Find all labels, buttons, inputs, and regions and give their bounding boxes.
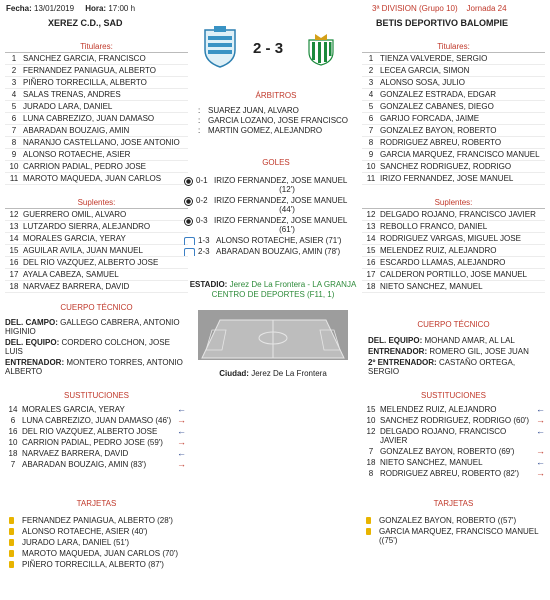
- player-name: RODRIGUEZ VARGAS, MIGUEL JOSE: [380, 234, 521, 243]
- home-subs-list: [5, 208, 188, 293]
- player-number: 11: [366, 174, 376, 183]
- goal-player: ABARADAN BOUZAIG, AMIN (78'): [216, 247, 341, 256]
- ball-icon: [184, 177, 193, 186]
- player-number: 15: [366, 246, 376, 255]
- player-number: 10: [9, 162, 19, 171]
- card-row: [5, 527, 185, 536]
- arrow-right-icon: →: [536, 468, 545, 478]
- substitution-row: [4, 448, 186, 459]
- card-row: [362, 516, 542, 525]
- penalty-icon: [184, 248, 195, 256]
- player-row: [362, 149, 545, 161]
- player-number: 2: [368, 66, 374, 75]
- referee-colon: :: [198, 116, 201, 125]
- home-substitutions-title: SUSTITUCIONES: [64, 391, 129, 400]
- home-substitutions-list: [4, 404, 186, 470]
- pitch-image: [198, 310, 348, 360]
- staff-name: MONTERO TORRES, ANTONIO ALBERTO: [5, 358, 183, 376]
- referee-row: [198, 116, 358, 126]
- arrow-left-icon: ←: [536, 457, 545, 467]
- away-team-crest-icon: [307, 34, 335, 66]
- staff-row: [368, 347, 543, 356]
- player-row: [5, 161, 188, 173]
- player-row: [362, 233, 545, 245]
- player-row: [5, 149, 188, 161]
- player-number: 12: [366, 210, 376, 219]
- card-player: PIÑERO TORRECILLA, ALBERTO (87'): [22, 560, 164, 569]
- player-number: 5: [368, 102, 374, 111]
- player-number: 3: [11, 78, 17, 87]
- substitution-player: MELENDEZ RUIZ, ALEJANDRO: [380, 405, 497, 414]
- time-label: Hora:: [85, 4, 107, 13]
- scoreline: [253, 40, 283, 57]
- player-row: [5, 233, 188, 245]
- player-number: 4: [11, 90, 17, 99]
- substitution-row: [362, 426, 545, 446]
- goal-player: ALONSO ROTAECHE, ASIER (71'): [216, 236, 342, 245]
- player-name: PIÑERO TORRECILLA, ALBERTO: [23, 78, 147, 87]
- player-number: 15: [9, 246, 19, 255]
- home-staff-title: CUERPO TÉCNICO: [60, 303, 133, 312]
- stadium-label: ESTADIO:: [189, 280, 228, 289]
- player-row: [5, 137, 188, 149]
- player-row: [362, 77, 545, 89]
- player-name: NARVAEZ BARRERA, DAVID: [23, 282, 130, 291]
- player-name: RODRIGUEZ ABREU, ROBERTO: [380, 138, 502, 147]
- goal-scorer: [210, 216, 360, 234]
- yellow-card-icon: [9, 539, 14, 546]
- player-row: [5, 53, 188, 65]
- staff-name: GALLEGO CABRERA, ANTONIO HIGINIO: [5, 318, 180, 336]
- player-number: 4: [368, 90, 374, 99]
- card-row: [5, 560, 185, 569]
- goal-minute: (44'): [279, 205, 295, 214]
- player-row: [5, 221, 188, 233]
- arrow-right-icon: →: [536, 415, 545, 425]
- substitution-row: [362, 404, 545, 415]
- away-subs-list: [362, 208, 545, 293]
- player-number: 8: [11, 138, 17, 147]
- player-name: MORALES GARCIA, YERAY: [23, 234, 126, 243]
- referee-name: GARCIA LOZANO, JOSE FRANCISCO: [208, 116, 349, 125]
- substitution-number: 8: [368, 469, 374, 478]
- player-number: 7: [368, 126, 374, 135]
- player-row: [362, 53, 545, 65]
- player-row: [5, 209, 188, 221]
- player-number: 16: [9, 258, 19, 267]
- goal-row: [184, 247, 360, 256]
- staff-role: DEL. EQUIPO:: [368, 336, 423, 345]
- player-number: 7: [11, 126, 17, 135]
- goal-scorer: [210, 196, 360, 214]
- staff-row: [5, 318, 185, 336]
- player-row: [362, 281, 545, 293]
- card-player: JURADO LARA, DANIEL (51'): [22, 538, 130, 547]
- yellow-card-icon: [9, 550, 14, 557]
- substitution-player: NIETO SANCHEZ, MANUEL: [380, 458, 483, 467]
- home-starters-title: Titulares:: [80, 42, 113, 51]
- player-name: GONZALEZ BAYON, ROBERTO: [380, 126, 497, 135]
- arrow-right-icon: →: [177, 437, 186, 447]
- staff-name: CASTAÑO ORTEGA, SERGIO: [368, 358, 516, 376]
- player-number: 18: [366, 282, 376, 291]
- card-row: [5, 538, 185, 547]
- player-number: 14: [366, 234, 376, 243]
- player-row: [362, 65, 545, 77]
- staff-role: DEL. CAMPO:: [5, 318, 58, 327]
- staff-row: [368, 336, 543, 345]
- player-name: REBOLLO FRANCO, DANIEL: [380, 222, 488, 231]
- arrow-left-icon: ←: [177, 404, 186, 414]
- substitution-row: [4, 415, 186, 426]
- score-home: 2: [253, 40, 262, 57]
- referee-row: [198, 106, 358, 116]
- player-name: DELGADO ROJANO, FRANCISCO JAVIER: [380, 210, 536, 219]
- player-number: 9: [368, 150, 374, 159]
- substitution-player: CARRION PADIAL, PEDRO JOSE (59'): [22, 438, 163, 447]
- player-row: [362, 89, 545, 101]
- away-cards-list: [362, 516, 542, 547]
- player-number: 17: [9, 270, 19, 279]
- player-number: 6: [11, 114, 17, 123]
- card-player: GARCIA MARQUEZ, FRANCISCO MANUEL ((75'): [379, 527, 539, 545]
- staff-name: MOHAND AMAR, AL LAL: [424, 336, 515, 345]
- goal-player: IRIZO FERNANDEZ, JOSE MANUEL: [214, 176, 348, 185]
- substitution-number: 18: [8, 449, 18, 458]
- substitution-row: [362, 457, 545, 468]
- home-subs-title: Suplentes:: [77, 198, 116, 207]
- player-number: 6: [368, 114, 374, 123]
- competition: 3ª DIVISION (Grupo 10): [372, 4, 458, 13]
- yellow-card-icon: [9, 517, 14, 524]
- player-row: [5, 257, 188, 269]
- staff-row: [5, 338, 185, 356]
- staff-role: ENTRENADOR:: [368, 347, 428, 356]
- home-cards-list: [5, 516, 185, 571]
- player-name: LECEA GARCIA, SIMON: [380, 66, 470, 75]
- substitution-number: 12: [366, 427, 376, 436]
- goal-score: 0-1: [196, 176, 208, 185]
- player-name: IRIZO FERNANDEZ, JOSE MANUEL: [380, 174, 514, 183]
- away-substitutions-title: SUSTITUCIONES: [421, 391, 486, 400]
- card-player: ALONSO ROTAECHE, ASIER (40'): [22, 527, 148, 536]
- away-cards-title: TARJETAS: [433, 499, 474, 508]
- staff-row: [368, 358, 543, 376]
- player-number: 3: [368, 78, 374, 87]
- staff-name: CORDERO COLCHON, JOSE LUIS: [5, 338, 170, 356]
- away-team-name: BETIS DEPORTIVO BALOMPIE: [376, 18, 509, 28]
- goal-row: [184, 236, 360, 245]
- player-row: [5, 245, 188, 257]
- player-name: NIETO SANCHEZ, MANUEL: [380, 282, 483, 291]
- ball-icon: [184, 217, 193, 226]
- player-number: 14: [9, 234, 19, 243]
- substitution-number: 16: [8, 427, 18, 436]
- referees-title: ÁRBITROS: [255, 91, 297, 100]
- player-row: [362, 161, 545, 173]
- yellow-card-icon: [366, 517, 371, 524]
- player-number: 18: [9, 282, 19, 291]
- player-row: [362, 137, 545, 149]
- goal-score: 0-2: [196, 196, 208, 205]
- goal-minute: (12'): [279, 185, 295, 194]
- penalty-icon: [184, 237, 195, 245]
- away-subs-title: Suplentes:: [434, 198, 473, 207]
- arrow-right-icon: →: [177, 415, 186, 425]
- player-row: [362, 101, 545, 113]
- substitution-row: [362, 468, 545, 479]
- score-away: 3: [274, 40, 284, 57]
- player-row: [362, 113, 545, 125]
- player-number: 17: [366, 270, 376, 279]
- home-cards-title: TARJETAS: [76, 499, 117, 508]
- substitution-player: DEL RIO VAZQUEZ, ALBERTO JOSE: [22, 427, 158, 436]
- time-value: 17:00 h: [108, 4, 136, 13]
- player-row: [362, 209, 545, 221]
- player-row: [362, 125, 545, 137]
- player-row: [5, 65, 188, 77]
- player-name: CARRION PADIAL, PEDRO JOSE: [23, 162, 146, 171]
- score-separator: -: [265, 40, 271, 57]
- away-staff-list: [368, 336, 543, 378]
- substitution-number: 7: [368, 447, 374, 456]
- player-row: [5, 173, 188, 185]
- substitution-player: RODRIGUEZ ABREU, ROBERTO (82'): [380, 469, 520, 478]
- substitution-number: 7: [10, 460, 16, 469]
- substitution-player: DELGADO ROJANO, FRANCISCO JAVIER: [380, 427, 507, 445]
- away-starters-title: Titulares:: [437, 42, 470, 51]
- player-row: [5, 89, 188, 101]
- home-team-crest-icon: [202, 26, 238, 68]
- player-number: 1: [11, 54, 17, 63]
- substitution-number: 6: [10, 416, 16, 425]
- player-number: 13: [366, 222, 376, 231]
- player-name: GARIJO FORCADA, JAIME: [380, 114, 480, 123]
- player-row: [5, 125, 188, 137]
- player-row: [362, 245, 545, 257]
- goal-row: [184, 196, 360, 214]
- date-info: [6, 4, 135, 13]
- player-row: [362, 269, 545, 281]
- substitution-player: SANCHEZ RODRIGUEZ, RODRIGO (60'): [380, 416, 530, 425]
- staff-role: ENTRENADOR:: [5, 358, 65, 367]
- player-number: 11: [9, 174, 19, 183]
- competition-info: [372, 4, 507, 13]
- stadium-info: [188, 280, 358, 300]
- substitution-row: [362, 415, 545, 426]
- staff-role: 2º ENTRENADOR:: [368, 358, 437, 367]
- player-row: [5, 113, 188, 125]
- substitution-number: 18: [366, 458, 376, 467]
- substitution-number: 14: [8, 405, 18, 414]
- home-starters-list: [5, 52, 188, 185]
- player-name: JURADO LARA, DANIEL: [23, 102, 113, 111]
- goal-row: [184, 176, 360, 194]
- arrow-left-icon: ←: [177, 426, 186, 436]
- date-label: Fecha:: [6, 4, 32, 13]
- substitution-number: 10: [366, 416, 376, 425]
- away-staff-title: CUERPO TÉCNICO: [417, 320, 490, 329]
- player-number: 8: [368, 138, 374, 147]
- round: Jornada 24: [466, 4, 507, 13]
- player-name: ALONSO SOSA, JULIO: [380, 78, 465, 87]
- player-name: GUERRERO OMIL, ALVARO: [23, 210, 127, 219]
- substitution-player: ABARADAN BOUZAIG, AMIN (83'): [22, 460, 147, 469]
- substitution-row: [4, 459, 186, 470]
- substitution-player: GONZALEZ BAYON, ROBERTO (69'): [380, 447, 515, 456]
- player-name: GONZALEZ CABANES, DIEGO: [380, 102, 494, 111]
- goal-score: 1-3: [198, 236, 210, 245]
- arrow-left-icon: ←: [536, 404, 545, 414]
- player-name: CALDERON PORTILLO, JOSE MANUEL: [380, 270, 527, 279]
- player-number: 5: [11, 102, 17, 111]
- arrow-left-icon: ←: [177, 448, 186, 458]
- player-row: [362, 257, 545, 269]
- goals-list: [184, 176, 360, 258]
- player-name: NARANJO CASTELLANO, JOSE ANTONIO: [23, 138, 180, 147]
- arrow-right-icon: →: [177, 459, 186, 469]
- substitution-row: [4, 404, 186, 415]
- player-row: [5, 281, 188, 293]
- player-name: LUNA CABREZIZO, JUAN DAMASO: [23, 114, 155, 123]
- card-player: FERNANDEZ PANIAGUA, ALBERTO (28'): [22, 516, 173, 525]
- player-name: GARCIA MARQUEZ, FRANCISCO MANUEL: [380, 150, 540, 159]
- goal-scorer: [210, 176, 360, 194]
- player-name: DEL RIO VAZQUEZ, ALBERTO JOSE: [23, 258, 159, 267]
- player-number: 9: [11, 150, 17, 159]
- staff-role: DEL. EQUIPO:: [5, 338, 60, 347]
- player-number: 13: [9, 222, 19, 231]
- referees-list: [198, 106, 358, 136]
- date-value: 13/01/2019: [34, 4, 75, 13]
- yellow-card-icon: [9, 528, 14, 535]
- player-number: 16: [366, 258, 376, 267]
- referee-colon: :: [198, 106, 201, 115]
- yellow-card-icon: [9, 561, 14, 568]
- away-substitutions-list: [362, 404, 545, 479]
- staff-row: [5, 358, 185, 376]
- player-name: ESCARDO LLAMAS, ALEJANDRO: [380, 258, 506, 267]
- referee-name: MARTIN GOMEZ, ALEJANDRO: [208, 126, 323, 135]
- goals-title: GOLES: [262, 158, 290, 167]
- card-player: GONZALEZ BAYON, ROBERTO ((57'): [379, 516, 517, 525]
- arrow-right-icon: →: [536, 446, 545, 456]
- card-row: [5, 549, 185, 558]
- card-row: [5, 516, 185, 525]
- player-name: SANCHEZ GARCIA, FRANCISCO: [23, 54, 146, 63]
- player-name: AGUILAR AVILA, JUAN MANUEL: [23, 246, 143, 255]
- goal-score: 0-3: [196, 216, 208, 225]
- substitution-number: 15: [366, 405, 376, 414]
- player-number: 1: [368, 54, 374, 63]
- player-name: TIENZA VALVERDE, SERGIO: [380, 54, 488, 63]
- player-number: 2: [11, 66, 17, 75]
- yellow-card-icon: [366, 528, 371, 535]
- substitution-player: LUNA CABREZIZO, JUAN DAMASO (46'): [22, 416, 172, 425]
- referee-row: [198, 126, 358, 136]
- city-info: [198, 369, 348, 378]
- referee-colon: :: [198, 126, 201, 135]
- player-number: 12: [9, 210, 19, 219]
- goal-player: IRIZO FERNANDEZ, JOSE MANUEL: [214, 216, 348, 225]
- player-name: AYALA CABEZA, SAMUEL: [23, 270, 119, 279]
- ball-icon: [184, 197, 193, 206]
- referee-name: SUAREZ JUAN, ALVARO: [208, 106, 299, 115]
- goal-score: 2-3: [198, 247, 210, 256]
- player-row: [5, 101, 188, 113]
- stadium-name: Jerez De La Frontera - LA GRANJA CENTRO DE DEPORTES (F11, 1): [211, 280, 357, 299]
- player-name: ALONSO ROTAECHE, ASIER: [23, 150, 131, 159]
- home-team-name: XEREZ C.D., SAD: [48, 18, 123, 28]
- goal-minute: (61'): [279, 225, 295, 234]
- substitution-row: [4, 437, 186, 448]
- home-staff-list: [5, 318, 185, 378]
- card-row: [362, 527, 542, 545]
- player-name: FERNANDEZ PANIAGUA, ALBERTO: [23, 66, 156, 75]
- player-number: 10: [366, 162, 376, 171]
- away-starters-list: [362, 52, 545, 185]
- player-name: GONZALEZ ESTRADA, EDGAR: [380, 90, 497, 99]
- player-row: [5, 77, 188, 89]
- goal-row: [184, 216, 360, 234]
- substitution-number: 10: [8, 438, 18, 447]
- goal-scorer: [212, 236, 360, 245]
- goal-player: IRIZO FERNANDEZ, JOSE MANUEL: [214, 196, 348, 205]
- player-name: SALAS TRENAS, ANDRES: [23, 90, 121, 99]
- player-name: ABARADAN BOUZAIG, AMIN: [23, 126, 130, 135]
- player-name: MAROTO MAQUEDA, JUAN CARLOS: [23, 174, 162, 183]
- substitution-player: NARVAEZ BARRERA, DAVID: [22, 449, 129, 458]
- substitution-row: [362, 446, 545, 457]
- player-row: [362, 173, 545, 185]
- staff-name: ROMERO GIL, JOSE JUAN: [429, 347, 529, 356]
- player-row: [362, 221, 545, 233]
- city-label: Ciudad:: [219, 369, 249, 378]
- card-player: MAROTO MAQUEDA, JUAN CARLOS (70'): [22, 549, 179, 558]
- player-name: MELENDEZ RUIZ, ALEJANDRO: [380, 246, 497, 255]
- substitution-row: [4, 426, 186, 437]
- player-row: [5, 269, 188, 281]
- player-name: LUTZARDO SIERRA, ALEJANDRO: [23, 222, 151, 231]
- player-name: SANCHEZ RODRIGUEZ, RODRIGO: [380, 162, 512, 171]
- city-name: Jerez De La Frontera: [251, 369, 327, 378]
- arrow-left-icon: ←: [536, 426, 545, 436]
- goal-scorer: [212, 247, 360, 256]
- substitution-player: MORALES GARCIA, YERAY: [22, 405, 125, 414]
